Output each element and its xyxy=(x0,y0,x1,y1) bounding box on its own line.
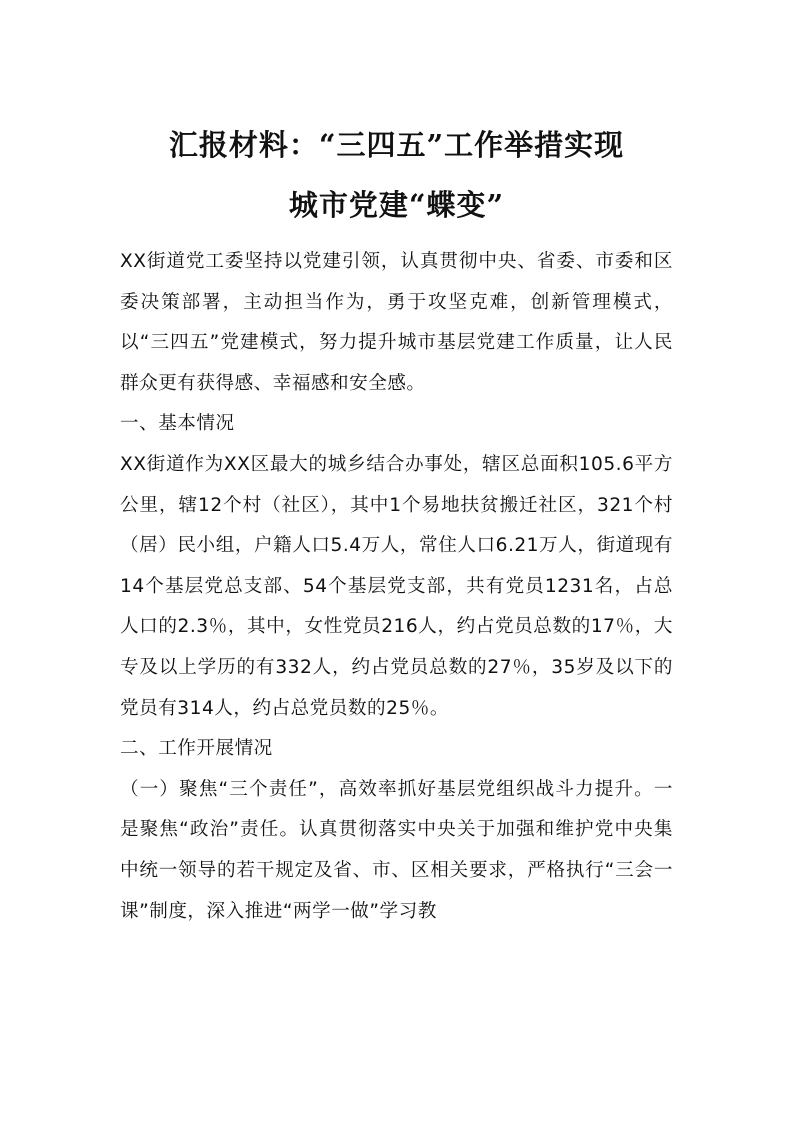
work-progress-paragraph: （一）聚焦“三个责任”，高效率抓好基层党组织战斗力提升。一是聚焦“政治”责任。认真贯彻落实中央关于加强和维护党中央集中统一领导的若干规定及省、市、区相关要求，严格执行“三会一课”制度，深入推进“两学一做”学习教 xyxy=(120,778,673,922)
basic-situation-paragraph: XX街道作为XX区最大的城乡结合办事处，辖区总面积105.6平方公里，辖12个村（社区），其中1个易地扶贫搬迁社区，321个村（居）民小组，户籍人口5.4万人，常住人口6.21万人，街道现有14个基层党总支部、54个基层党支部，共有党员1231名，占总人口的2.3％，其中，女性党员216人，约占党员总数的17％，大专及以上学历的有332人，约占党员总数的27％，35岁及以下的党员有314人，约占总党员数的25％。 xyxy=(120,453,673,719)
section-heading-work-progress: 二、工作开展情况 xyxy=(120,738,273,760)
document-body xyxy=(120,242,673,932)
document-title-line-1: 汇报材料：“三四五”工作举措实现 xyxy=(168,128,625,162)
document-title-line-2: 城市党建“蝶变” xyxy=(288,188,505,222)
intro-paragraph: XX街道党工委坚持以党建引领，认真贯彻中央、省委、市委和区委决策部署，主动担当作为，勇于攻坚克难，创新管理模式，以“三四五”党建模式，努力提升城市基层党建工作质量，让人民群众更有获得感、幸福感和安全感。 xyxy=(120,251,673,394)
section-heading-basic-situation: 一、基本情况 xyxy=(120,413,235,435)
